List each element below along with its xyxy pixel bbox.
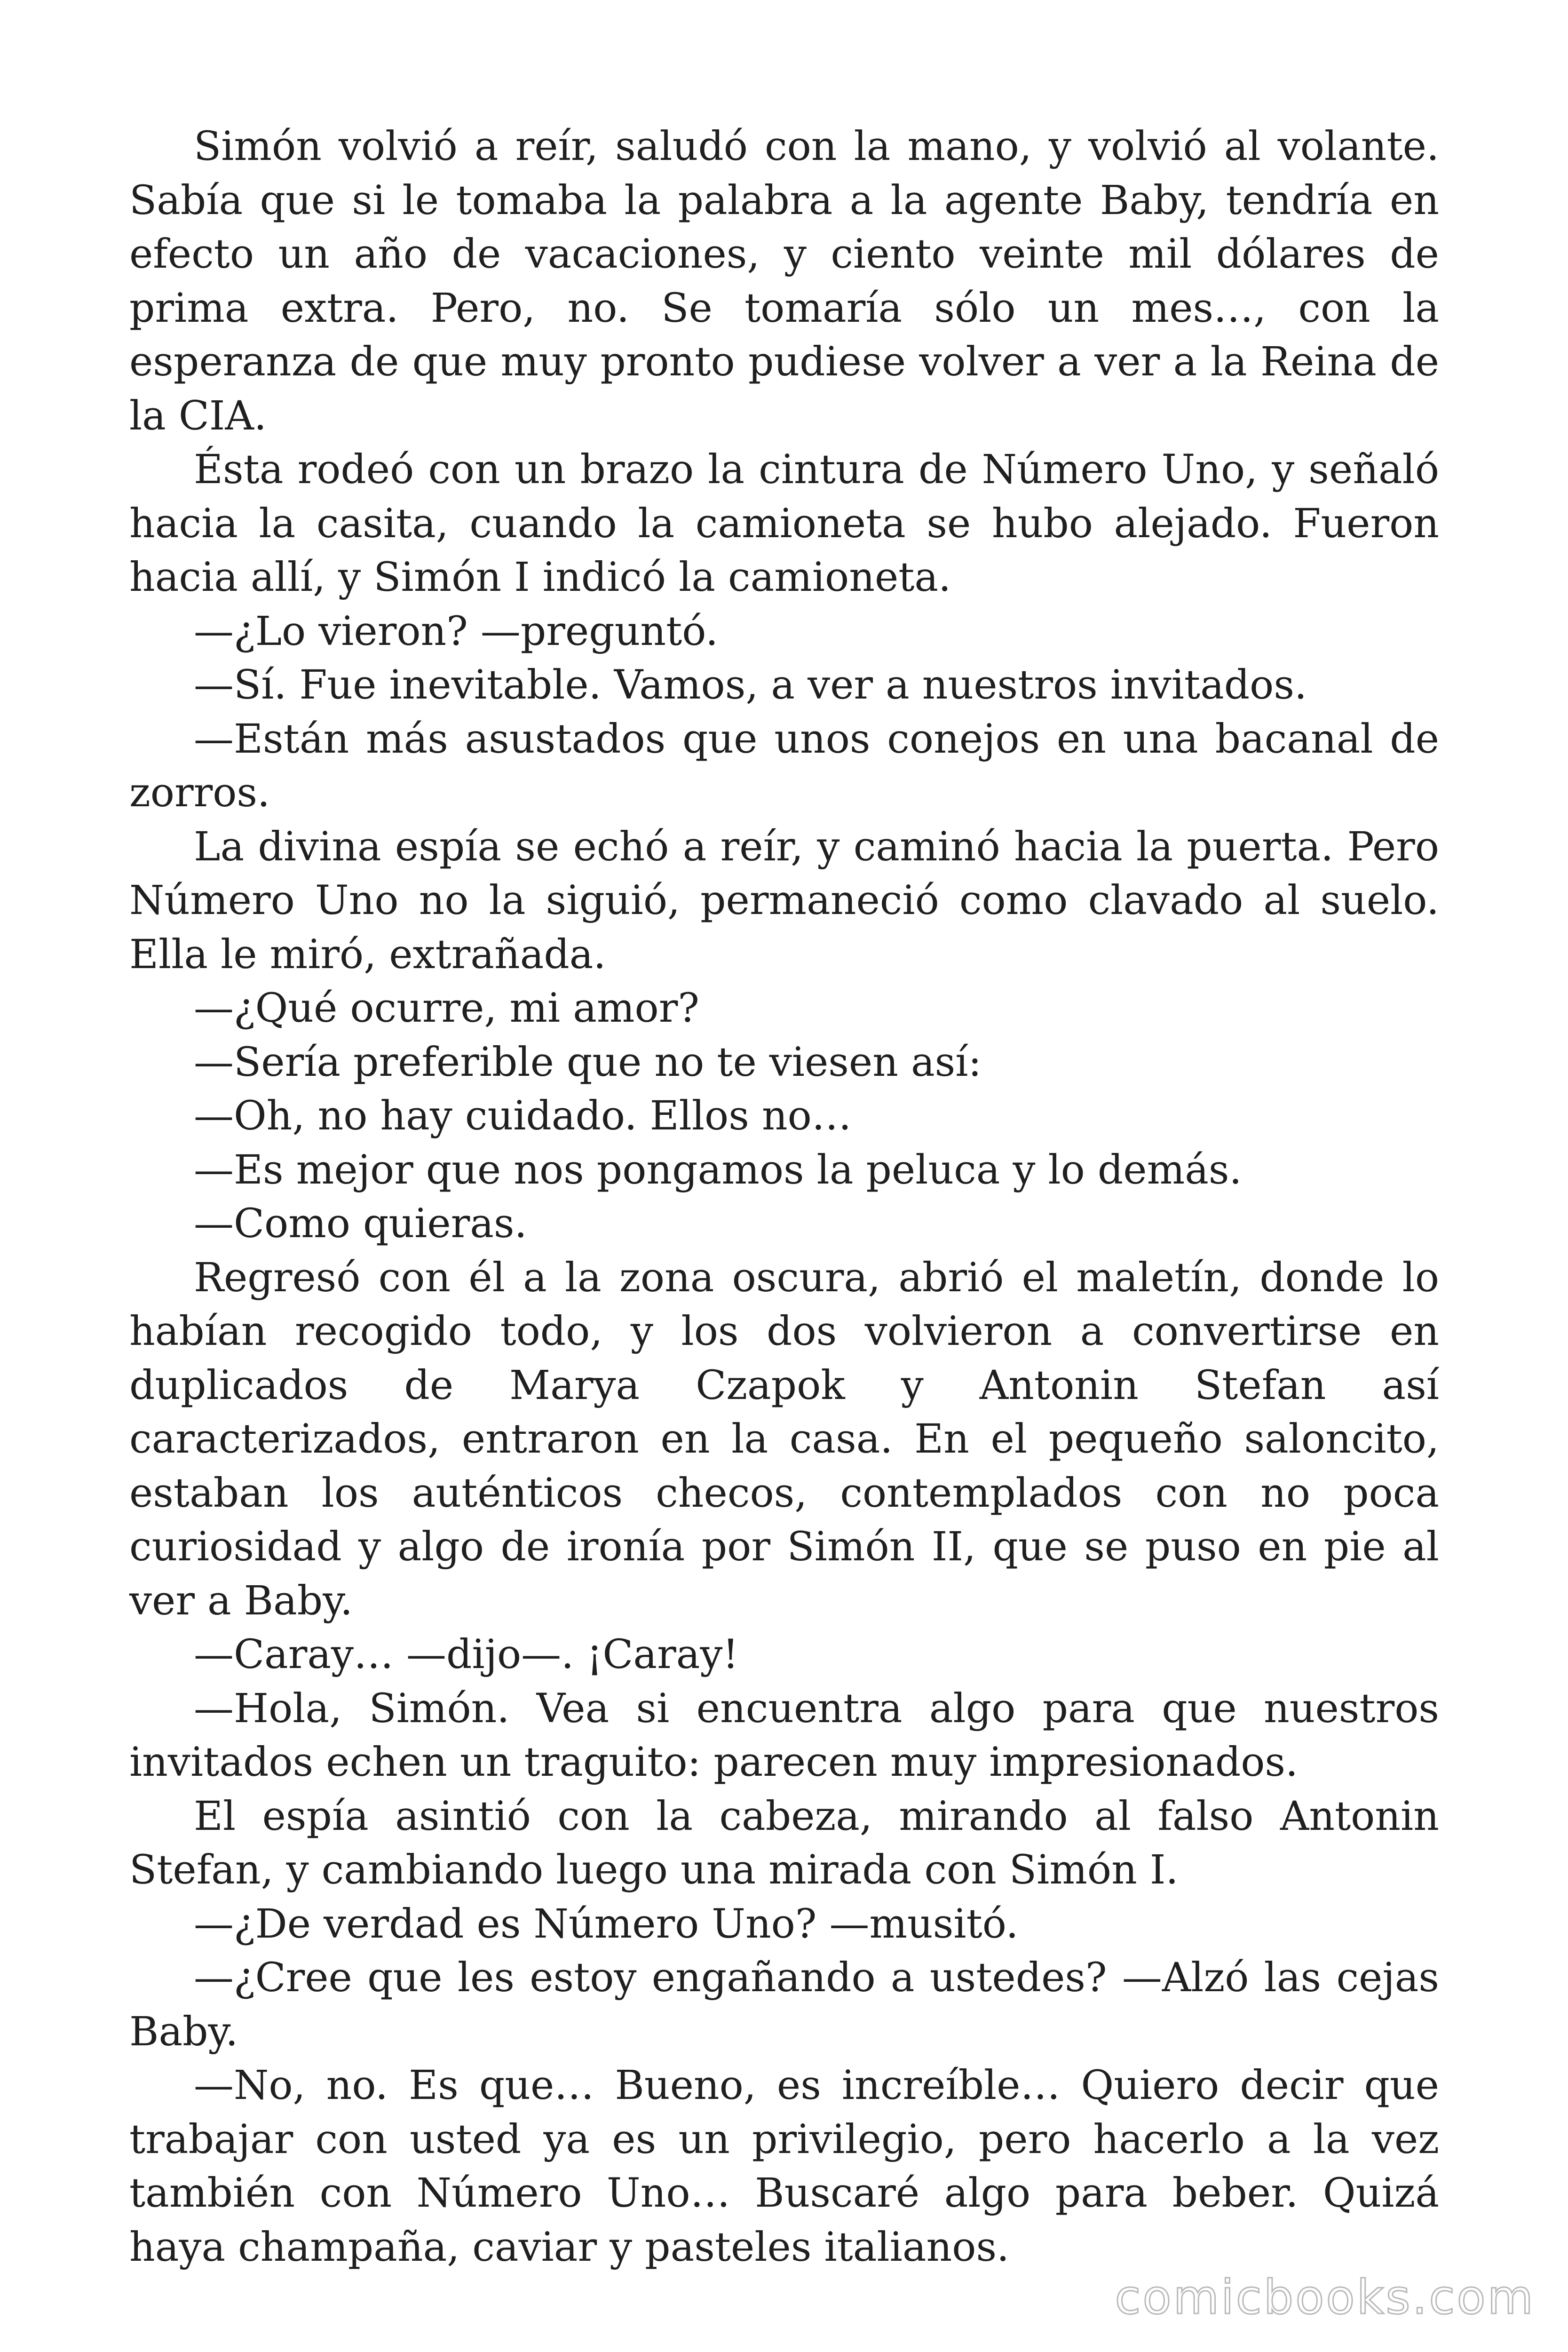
paragraph: —¿Lo vieron? —preguntó.: [194, 608, 718, 655]
paragraph: El espía asintió con la cabeza, mirando al falso Antonin Stefan, y cambiando luego una mirada con Simón I.: [129, 1793, 1439, 1893]
paragraph: —¿Qué ocurre, mi amor?: [194, 985, 699, 1032]
paragraph: —Hola, Simón. Vea si encuentra algo para que nuestros invitados echen un traguito: parecen muy impresionados.: [129, 1685, 1439, 1786]
paragraph: —Como quieras.: [194, 1200, 527, 1247]
paragraph: —Sería preferible que no te viesen así:: [194, 1039, 982, 1086]
paragraph: La divina espía se echó a reír, y caminó hacia la puerta. Pero Número Uno no la siguió, permaneció como clavado al suelo. Ella le miró, extrañada.: [129, 823, 1439, 978]
paragraph: —¿De verdad es Número Uno? —musitó.: [194, 1900, 1019, 1947]
paragraph: —Oh, no hay cuidado. Ellos no…: [194, 1093, 852, 1139]
paragraph: —Es mejor que nos pongamos la peluca y lo demás.: [194, 1146, 1242, 1193]
paragraph: —Están más asustados que unos conejos en una bacanal de zorros.: [129, 715, 1439, 816]
paragraph: —Caray… —dijo—. ¡Caray!: [194, 1631, 739, 1678]
paragraph: Ésta rodeó con un brazo la cintura de Número Uno, y señaló hacia la casita, cuando la camioneta se hubo alejado. Fueron hacia allí, y Simón I indicó la camioneta.: [129, 446, 1439, 601]
paragraph: —¿Cree que les estoy engañando a ustedes? —Alzó las cejas Baby.: [129, 1955, 1439, 2055]
page-text: [129, 120, 1439, 2274]
paragraph: Regresó con él a la zona oscura, abrió el maletín, donde lo habían recogido todo, y los dos volvieron a convertirse en duplicados de Marya Czapok y Antonin Stefan así caracterizados, entraron en la casa. En el pequeño saloncito, estaban los auténticos checos, contemplados con no poca curiosidad y algo de ironía por Simón II, que se puso en pie al ver a Baby.: [129, 1254, 1439, 1624]
paragraph: —No, no. Es que… Bueno, es increíble… Quiero decir que trabajar con usted ya es un privilegio, pero hacerlo a la vez también con Número Uno… Buscaré algo para beber. Quizá haya champaña, caviar y pasteles italianos.: [129, 2062, 1439, 2271]
watermark: comicbooks.com: [1115, 2270, 1535, 2325]
paragraph: —Sí. Fue inevitable. Vamos, a ver a nuestros invitados.: [194, 662, 1307, 708]
paragraph: Simón volvió a reír, saludó con la mano, y volvió al volante. Sabía que si le tomaba la palabra a la agente Baby, tendría en efecto un año de vacaciones, y ciento veinte mil dólares de prima extra. Pero, no. Se tomaría sólo un mes…, con la esperanza de que muy pronto pudiese volver a ver a la Reina de la CIA.: [129, 123, 1439, 439]
